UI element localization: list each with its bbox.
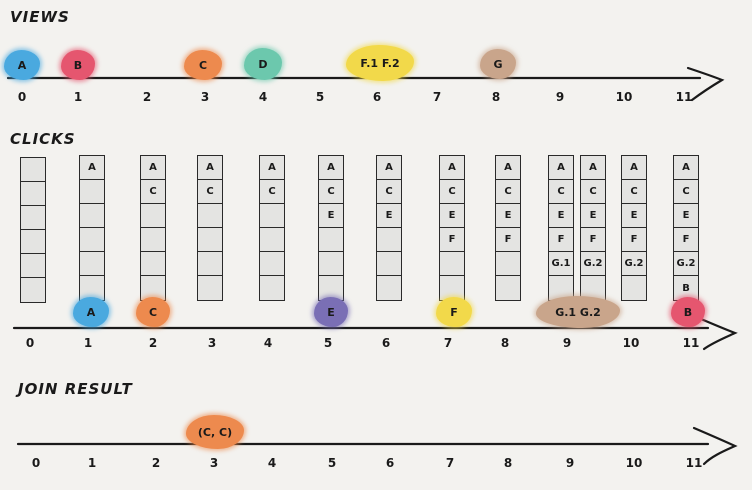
state-buffer-cell: A: [549, 156, 573, 180]
clicks-event-marker: E: [314, 297, 348, 327]
join-tick-label: 10: [625, 456, 643, 470]
views-tick-label: 5: [315, 90, 325, 104]
state-buffer-column: [548, 155, 574, 301]
state-buffer-cell: [260, 228, 284, 252]
join-tick-label: 0: [31, 456, 41, 470]
views-axis-arrowhead: [688, 68, 722, 100]
state-buffer-cell: C: [496, 180, 520, 204]
state-buffer-column: [439, 155, 465, 301]
views-tick-label: 6: [372, 90, 382, 104]
state-buffer-cell: [21, 206, 45, 230]
state-buffer-cell: E: [622, 204, 646, 228]
state-buffer-column: [259, 155, 285, 301]
join-tick-label: 7: [445, 456, 455, 470]
state-buffer-cell: [496, 276, 520, 300]
join-tick-label: 5: [327, 456, 337, 470]
state-buffer-cell: [260, 204, 284, 228]
state-buffer-cell: C: [198, 180, 222, 204]
state-buffer-cell: F: [674, 228, 698, 252]
state-buffer-cell: F: [581, 228, 605, 252]
state-buffer-column: [580, 155, 606, 301]
state-buffer-cell: G.2: [674, 252, 698, 276]
clicks-section-title: CLICKS: [10, 130, 76, 148]
views-tick-label: 11: [675, 90, 693, 104]
state-buffer-cell: G.2: [581, 252, 605, 276]
state-buffer-column: [318, 155, 344, 301]
views-tick-label: 3: [200, 90, 210, 104]
state-buffer-cell: C: [674, 180, 698, 204]
state-buffer-cell: [80, 204, 104, 228]
state-buffer-cell: [21, 182, 45, 206]
state-buffer-cell: F: [549, 228, 573, 252]
clicks-tick-label: 11: [682, 336, 700, 350]
state-buffer-cell: G.1: [549, 252, 573, 276]
views-tick-label: 4: [258, 90, 268, 104]
state-buffer-column: [495, 155, 521, 301]
state-buffer-cell: A: [80, 156, 104, 180]
state-buffer-cell: [80, 228, 104, 252]
state-buffer-cell: C: [440, 180, 464, 204]
state-buffer-cell: [21, 278, 45, 302]
state-buffer-cell: F: [440, 228, 464, 252]
views-tick-label: 7: [432, 90, 442, 104]
views-event-marker: C: [184, 50, 222, 80]
clicks-event-marker: G.1 G.2: [536, 296, 620, 328]
state-buffer-cell: C: [260, 180, 284, 204]
state-buffer-column: [140, 155, 166, 301]
clicks-tick-label: 7: [443, 336, 453, 350]
views-event-marker: B: [61, 50, 95, 80]
clicks-tick-label: 3: [207, 336, 217, 350]
state-buffer-cell: B: [682, 282, 690, 294]
clicks-tick-label: 4: [263, 336, 273, 350]
state-buffer-cell: [377, 228, 401, 252]
state-buffer-cell: [377, 276, 401, 300]
join-tick-label: 8: [503, 456, 513, 470]
state-buffer-cell: F: [496, 228, 520, 252]
state-buffer-column: [376, 155, 402, 301]
state-buffer-cell: [141, 252, 165, 276]
state-buffer-cell: C: [581, 180, 605, 204]
join-tick-label: 11: [685, 456, 703, 470]
join-result-section-title: JOIN RESULT: [18, 380, 133, 398]
state-buffer-cell: [377, 252, 401, 276]
state-buffer-cell: A: [622, 156, 646, 180]
state-buffer-column: [79, 155, 105, 301]
state-buffer-cell: E: [377, 204, 401, 228]
state-buffer-cell: A: [260, 156, 284, 180]
state-buffer-cell: A: [377, 156, 401, 180]
clicks-tick-label: 8: [500, 336, 510, 350]
state-buffer-cell: C: [319, 180, 343, 204]
state-buffer-cell: E: [440, 204, 464, 228]
views-event-marker: D: [244, 48, 282, 80]
join-tick-label: 2: [151, 456, 161, 470]
state-buffer-cell: C: [377, 180, 401, 204]
state-buffer-cell: [496, 252, 520, 276]
state-buffer-cell: [622, 276, 646, 300]
views-section-title: VIEWS: [10, 8, 70, 26]
state-buffer-cell: [260, 276, 284, 300]
clicks-tick-label: 0: [25, 336, 35, 350]
state-buffer-cell: E: [581, 204, 605, 228]
state-buffer-cell: [21, 158, 45, 182]
state-buffer-column: [197, 155, 223, 301]
clicks-event-marker: F: [436, 297, 472, 327]
state-buffer-column: [673, 155, 699, 301]
state-buffer-cell: [21, 230, 45, 254]
state-buffer-cell: [80, 252, 104, 276]
views-tick-label: 1: [73, 90, 83, 104]
state-buffer-cell: [198, 276, 222, 300]
state-buffer-cell: A: [141, 156, 165, 180]
state-buffer-cell: [260, 252, 284, 276]
state-buffer-cell: [440, 252, 464, 276]
views-tick-label: 8: [491, 90, 501, 104]
state-buffer-cell: [198, 228, 222, 252]
views-tick-label: 2: [142, 90, 152, 104]
state-buffer-cell: [198, 204, 222, 228]
state-buffer-cell: E: [549, 204, 573, 228]
state-buffer-cell: [198, 252, 222, 276]
state-buffer-cell: [141, 228, 165, 252]
state-buffer-cell: A: [496, 156, 520, 180]
state-buffer-cell: A: [319, 156, 343, 180]
clicks-tick-label: 5: [323, 336, 333, 350]
state-buffer-cell: E: [674, 204, 698, 228]
views-event-marker: F.1 F.2: [346, 45, 414, 81]
state-buffer-cell: G.2: [622, 252, 646, 276]
state-buffer-cell: [21, 254, 45, 278]
join-tick-label: 6: [385, 456, 395, 470]
state-buffer-cell: E: [319, 204, 343, 228]
clicks-tick-label: 6: [381, 336, 391, 350]
clicks-event-marker: A: [73, 297, 109, 327]
views-event-marker: G: [480, 49, 516, 79]
state-buffer-cell: A: [198, 156, 222, 180]
clicks-tick-label: 9: [562, 336, 572, 350]
clicks-tick-label: 1: [83, 336, 93, 350]
join-tick-label: 9: [565, 456, 575, 470]
state-buffer-column: [621, 155, 647, 301]
state-buffer-cell: C: [549, 180, 573, 204]
clicks-event-marker: C: [136, 297, 170, 327]
join-tick-label: 3: [209, 456, 219, 470]
clicks-tick-label: 10: [622, 336, 640, 350]
state-buffer-cell: [141, 204, 165, 228]
state-buffer-cell: C: [141, 180, 165, 204]
join-tick-label: 4: [267, 456, 277, 470]
state-buffer-column: [20, 157, 46, 303]
views-tick-label: 9: [555, 90, 565, 104]
views-tick-label: 10: [615, 90, 633, 104]
state-buffer-cell: [80, 180, 104, 204]
state-buffer-cell: A: [674, 156, 698, 180]
join-tick-label: 1: [87, 456, 97, 470]
state-buffer-cell: F: [622, 228, 646, 252]
views-tick-label: 0: [17, 90, 27, 104]
state-buffer-cell: A: [581, 156, 605, 180]
state-buffer-cell: C: [622, 180, 646, 204]
clicks-event-marker: B: [671, 297, 705, 327]
state-buffer-cell: E: [496, 204, 520, 228]
state-buffer-cell: [319, 252, 343, 276]
join-event-marker: (C, C): [186, 415, 244, 449]
clicks-tick-label: 2: [148, 336, 158, 350]
state-buffer-cell: [319, 228, 343, 252]
views-event-marker: A: [4, 50, 40, 80]
state-buffer-cell: A: [440, 156, 464, 180]
